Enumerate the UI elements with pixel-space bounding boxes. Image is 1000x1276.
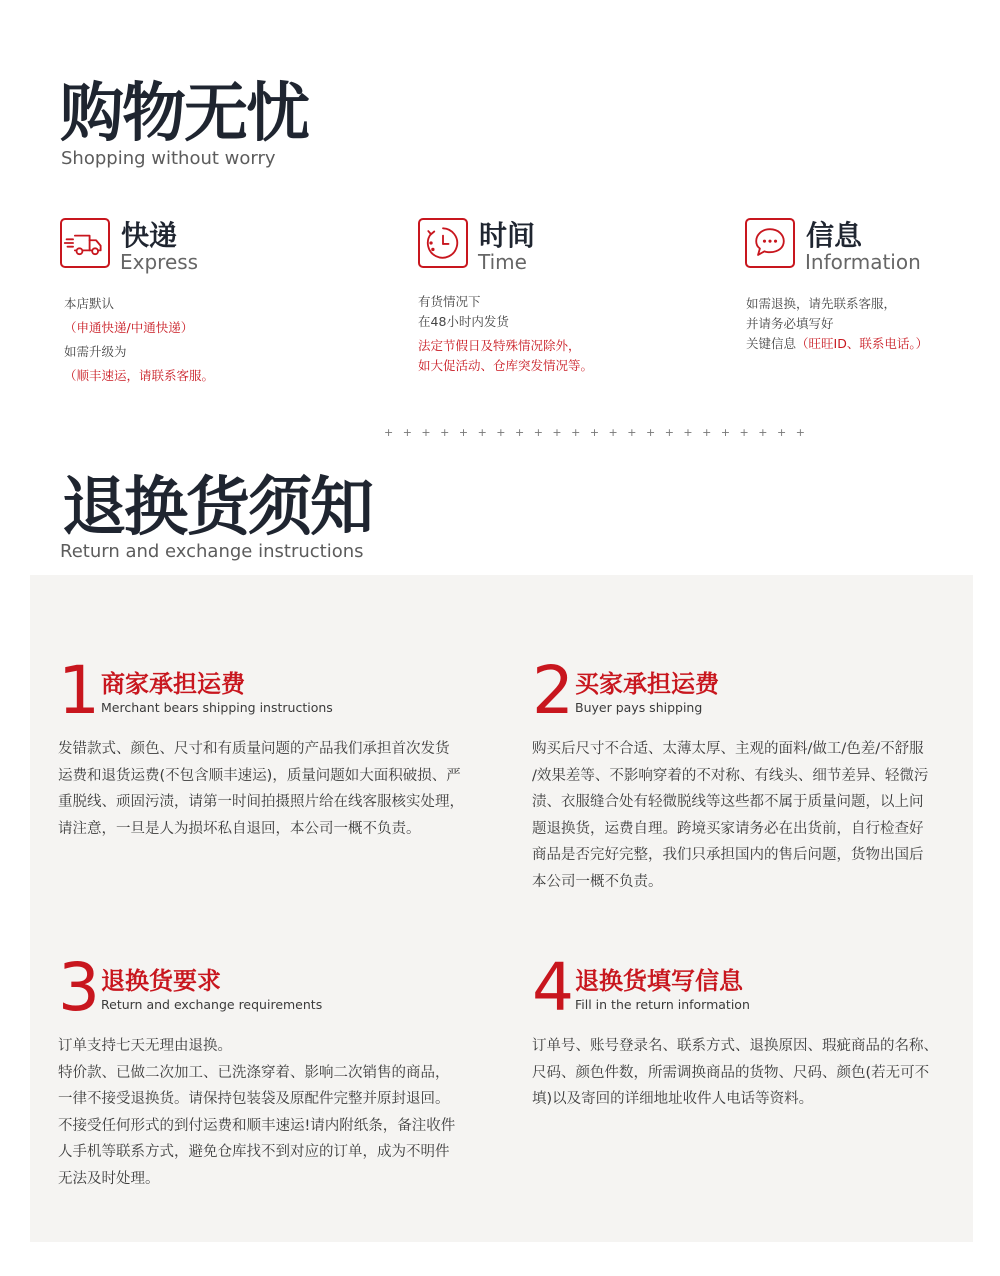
chat-bubble-icon	[745, 218, 795, 268]
returns-subtitle: Return and exchange instructions	[60, 541, 364, 562]
feature-line: 如需升级为	[64, 344, 127, 359]
feature-time-text	[418, 292, 593, 376]
feature-line: 如大促活动、仓库突发情况等。	[418, 358, 594, 373]
card-number: 4	[532, 949, 574, 1026]
card-body-line: 商品是否完好完整，我们只承担国内的售后问题，货物出国后	[532, 847, 924, 863]
card-body-line: 人手机等联系方式，避免仓库找不到对应的订单，成为不明件	[58, 1144, 450, 1160]
key-info-label: 关键信息	[746, 336, 797, 351]
key-info-red: （旺旺ID、联系电话。）	[796, 336, 929, 351]
feature-information-title: 信息	[806, 219, 863, 252]
card-body	[532, 736, 928, 895]
card-buyer-shipping	[532, 652, 962, 908]
feature-line: （申通快递/中通快递）	[64, 320, 194, 335]
card-body-line: 尺码、颜色件数，所需调换商品的货物、尺码、颜色(若无可不	[532, 1064, 930, 1081]
dotted-separator: + + + + + + + + + + + + + + + + + + + + + + +	[384, 426, 808, 439]
card-body-line: 购买后尺寸不合适、太薄太厚、主观的面料/做工/色差/不舒服	[532, 741, 924, 757]
card-body-line: /效果差等、不影响穿着的不对称、有线头、细节差异、轻微污	[532, 767, 929, 784]
feature-time-en: Time	[478, 250, 527, 274]
card-body-line: 无法及时处理。	[58, 1170, 160, 1187]
card-body-line: 订单号、账号登录名、联系方式、退换原因、瑕疵商品的名称、	[532, 1038, 938, 1054]
feature-time-title: 时间	[479, 219, 536, 252]
card-body-line: 请注意，一旦是人为损坏私自退回，本公司一概不负责。	[58, 820, 421, 837]
feature-line: 并请务必填写好	[746, 316, 834, 331]
card-merchant-shipping	[58, 652, 488, 858]
feature-information	[745, 218, 995, 398]
feature-information-en: Information	[805, 250, 921, 274]
delivery-truck-icon	[60, 218, 110, 268]
card-body-line: 题退换货，运费自理。跨境买家请务必在出货前，自行检查好	[532, 820, 924, 837]
card-title: 商家承担运费	[101, 670, 245, 698]
card-body-line: 运费和退货运费(不包含顺丰速运)，质量问题如大面积破损、严	[58, 767, 461, 784]
shopping-subtitle: Shopping without worry	[61, 148, 276, 169]
card-body-line: 重脱线、顽固污渍，请第一时间拍摄照片给在线客服核实处理，	[58, 794, 464, 810]
card-body	[58, 736, 464, 842]
card-subtitle: Return and exchange requirements	[101, 997, 323, 1012]
feature-express-en: Express	[120, 250, 199, 274]
feature-line: （顺丰速运，请联系客服。	[64, 368, 215, 383]
feature-line	[746, 334, 928, 354]
card-number: 2	[532, 652, 574, 729]
card-body-line: 特价款、已做二次加工、已洗涤穿着、影响二次销售的商品，	[58, 1064, 450, 1081]
card-body-line: 订单支持七天无理由退换。	[58, 1038, 232, 1054]
feature-line: 本店默认	[64, 296, 115, 311]
card-body-line: 本公司一概不负责。	[532, 873, 663, 890]
card-subtitle: Buyer pays shipping	[575, 700, 703, 715]
feature-express-text	[64, 292, 214, 388]
card-body-line: 一律不接受退换货。请保持包装袋及原配件完整并原封退回。	[58, 1091, 450, 1107]
card-title: 退换货要求	[101, 967, 221, 995]
feature-express-title: 快递	[121, 219, 178, 252]
feature-line: 有货情况下	[418, 294, 481, 309]
card-return-requirements	[58, 949, 488, 1205]
feature-time	[418, 218, 738, 398]
card-return-information	[532, 949, 962, 1155]
feature-line: 如需退换，请先联系客服，	[746, 296, 897, 311]
feature-line: 法定节假日及特殊情况除外，	[418, 338, 581, 353]
card-body	[532, 1033, 938, 1113]
card-body-line: 渍、衣服缝合处有轻微脱线等这些都不属于质量问题，以上问	[532, 794, 924, 810]
card-number: 3	[58, 949, 100, 1026]
feature-express	[60, 218, 380, 398]
shopping-title: 购物无忧	[60, 77, 308, 151]
card-subtitle: Merchant bears shipping instructions	[101, 700, 333, 715]
feature-line: 在48小时内发货	[418, 314, 509, 329]
card-body-line: 填)以及寄回的详细地址收件人电话等资料。	[532, 1091, 814, 1107]
clock-icon	[418, 218, 468, 268]
card-title: 买家承担运费	[575, 670, 719, 698]
card-number: 1	[58, 652, 100, 729]
returns-title: 退换货须知	[62, 471, 372, 545]
feature-information-text	[746, 294, 928, 354]
card-body-line: 发错款式、颜色、尺寸和有质量问题的产品我们承担首次发货	[58, 741, 450, 757]
card-subtitle: Fill in the return information	[575, 997, 750, 1012]
card-title: 退换货填写信息	[575, 967, 743, 995]
card-body	[58, 1033, 455, 1192]
card-body-line: 不接受任何形式的到付运费和顺丰速运!请内附纸条，备注收件	[58, 1117, 456, 1134]
